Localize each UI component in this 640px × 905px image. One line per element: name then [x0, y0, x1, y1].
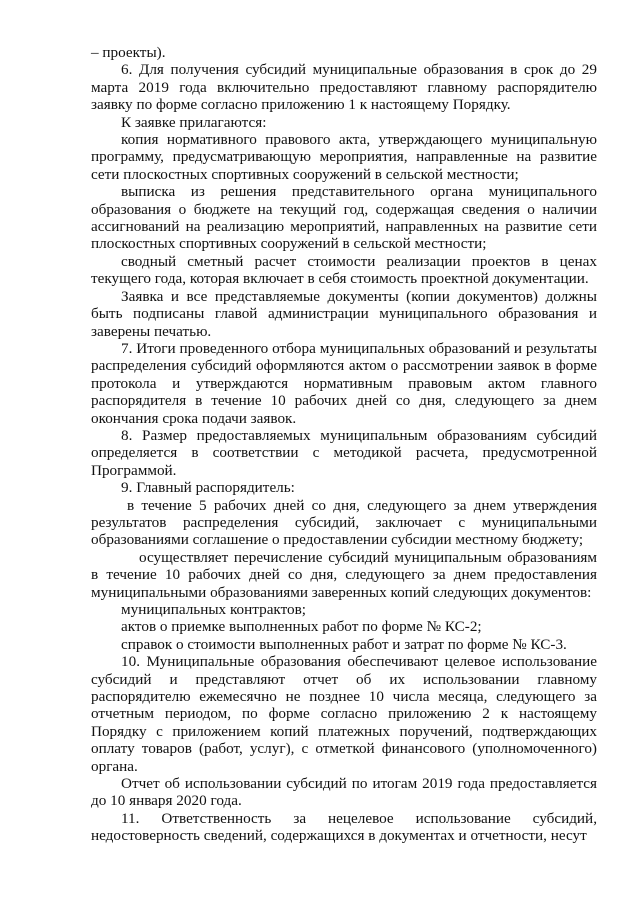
paragraph-item-6: 6. Для получения субсидий муниципальные образования в срок до 29 марта 2019 года включительно предоставляют главному распорядителю заявку по форме согласно приложению 1 к настоящему Порядку.: [91, 61, 597, 114]
paragraph-report-deadline: Отчет об использовании субсидий по итогам 2019 года предоставляется до 10 января 2020 года.: [91, 775, 597, 810]
paragraph-signature-requirement: Заявка и все представляемые документы (копии документов) должны быть подписаны главой администрации муниципального образования и заверены печатью.: [91, 287, 597, 340]
paragraph-attachments-intro: К заявке прилагаются:: [121, 113, 267, 131]
paragraph-attachment-budget-extract: выписка из решения представительного органа муниципального образования о бюджете на текущий год, содержащая сведения о наличии ассигнований на реализацию мероприятий, направленных на развитие сети плоскостных спортивных сооружений в сельской местности;: [91, 183, 597, 253]
paragraph-item-9-transfer: осуществляет перечисление субсидий муниципальным образованиям в течение 10 рабочих дней со дня, следующего за днем предоставления муниципальными образованиями заверенных копий следующих документов:: [91, 548, 597, 601]
paragraph-item-7: 7. Итоги проведенного отбора муниципальных образований и результаты распределения субсидий оформляются актом о рассмотрении заявок в форме протокола и утверждаются нормативным правовым актом главного распорядителя в течение 10 рабочих дней со дня, следующего за днем окончания срока подачи заявок.: [91, 339, 597, 427]
paragraph-item-10: 10. Муниципальные образования обеспечивают целевое использование субсидий и представляют отчет об их использовании главному распорядителю ежемесячно не позднее 10 числа месяца, следующего за отчетным периодом, по форме согласно приложению 2 к настоящему Порядку с приложением копий платежных поручений, подтверждающих оплату товаров (работ, услуг), с отметкой финансового (уполномоченного) органа.: [91, 653, 597, 775]
paragraph-continuation: – проекты).: [91, 44, 166, 61]
paragraph-item-11: 11. Ответственность за нецелевое использование субсидий, недостоверность сведений, содержащихся в документах и отчетности, несут: [91, 809, 597, 845]
paragraph-attachment-estimate: сводный сметный расчет стоимости реализации проектов в ценах текущего года, которая включает в себя стоимость проектной документации.: [91, 252, 597, 288]
paragraph-doc-contracts: муниципальных контрактов;: [121, 601, 307, 618]
paragraph-item-8: 8. Размер предоставляемых муниципальным образованиям субсидий определяется в соответствии с методикой расчета, предусмотренной Программой.: [91, 426, 597, 479]
paragraph-item-9-agreement: в течение 5 рабочих дней со дня, следующего за днем утверждения результатов распределения субсидий, заключает с муниципальными образованиями соглашение о предоставлении субсидии местному бюджету;: [91, 496, 597, 549]
document-page: [91, 44, 597, 845]
paragraph-doc-ks2: актов о приемке выполненных работ по форме № КС-2;: [121, 618, 482, 636]
paragraph-doc-ks3: справок о стоимости выполненных работ и затрат по форме № КС-3.: [121, 635, 567, 653]
paragraph-attachment-copy-act: копия нормативного правового акта, утверждающего муниципальную программу, предусматривающую мероприятия, направленные на развитие сети плоскостных спортивных сооружений в сельской местности;: [91, 131, 597, 183]
paragraph-item-9: 9. Главный распорядитель:: [121, 479, 295, 497]
